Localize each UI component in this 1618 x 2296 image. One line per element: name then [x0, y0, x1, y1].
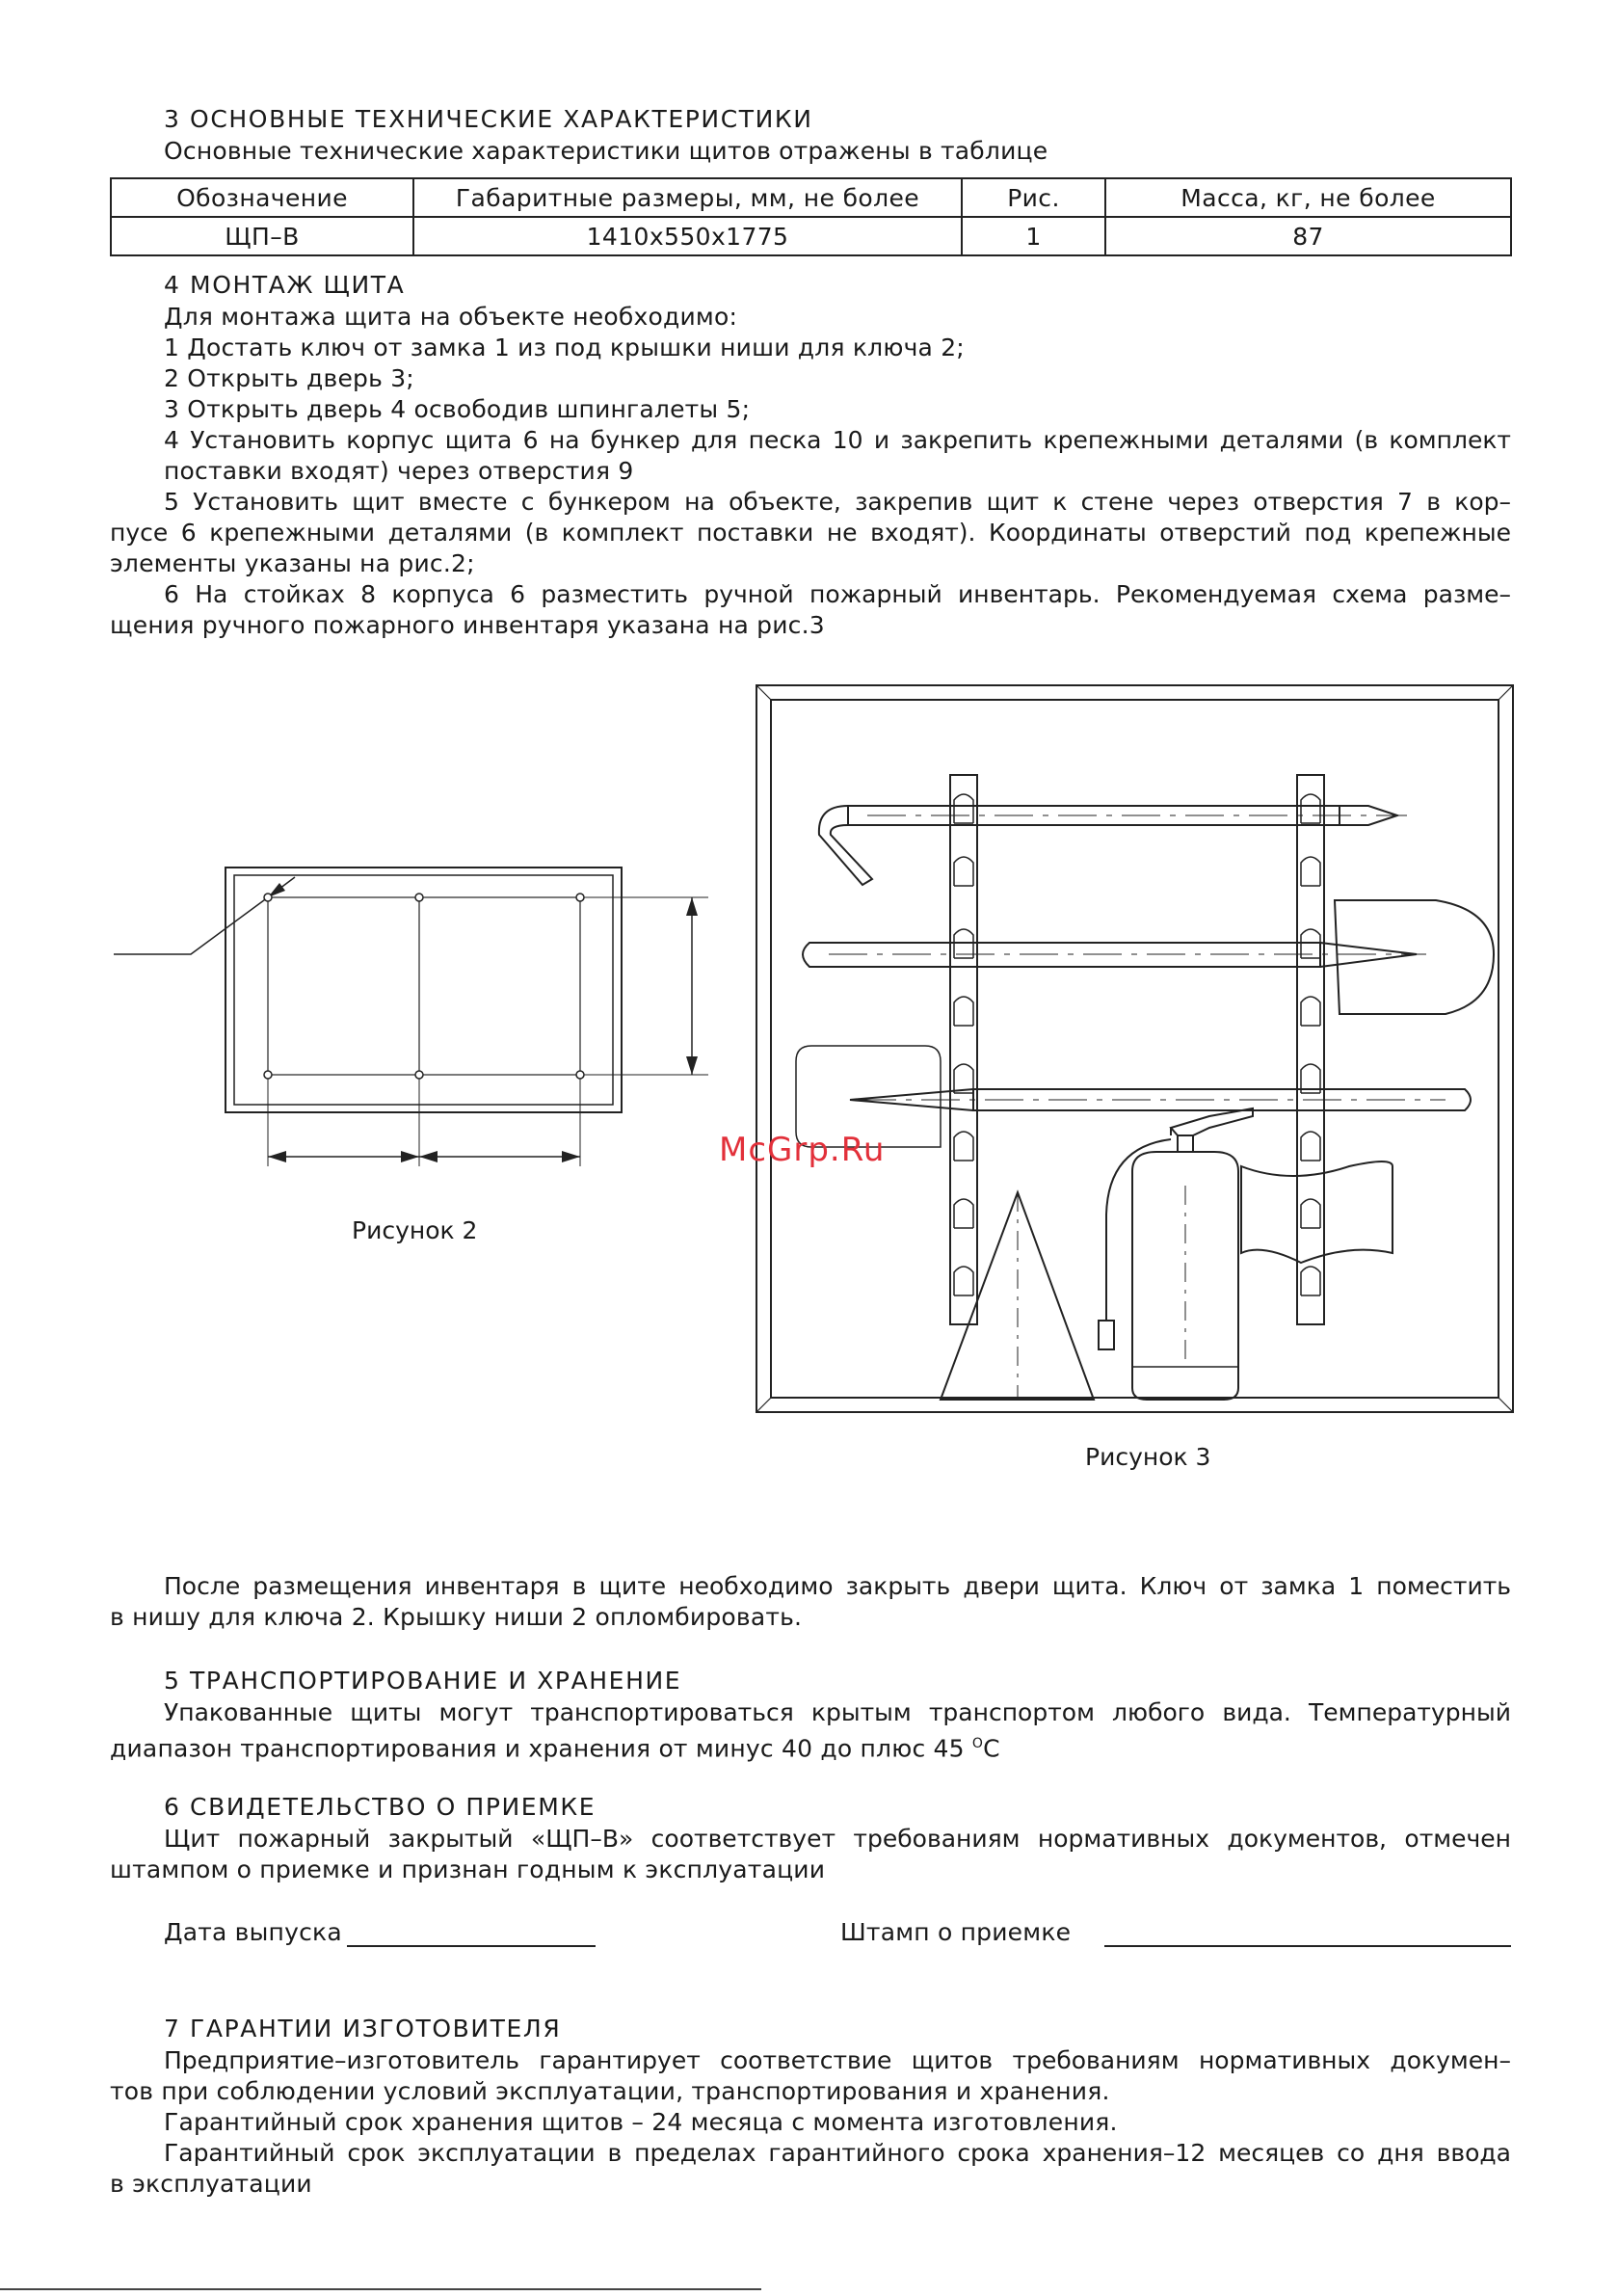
table-header-cell: Рис.	[962, 178, 1105, 217]
table-header-cell: Обозначение	[111, 178, 413, 217]
fig3-post-hook	[1301, 1199, 1320, 1228]
fig3-post-hook	[954, 1267, 973, 1295]
watermark: McGrp.Ru	[719, 1131, 886, 1169]
after-placement-line: в нишу для ключа 2. Крышку ниши 2 опломбировать.	[110, 1603, 803, 1631]
fig3-post-hook	[954, 1132, 973, 1161]
release-date-label: Дата выпуска	[164, 1918, 342, 1946]
section4-step: поставки входят) через отверстия 9	[164, 457, 634, 485]
section4-step: 6 На стойках 8 корпуса 6 разместить ручной пожарный инвентарь. Рекомендуемая схема разме–	[164, 580, 1511, 608]
section4-step: щения ручного пожарного инвентаря указана на рис.3	[110, 611, 825, 639]
figure-3-caption: Рисунок 3	[1085, 1443, 1211, 1471]
section3-heading: 3 ОСНОВНЫЕ ТЕХНИЧЕСКИЕ ХАРАКТЕРИСТИКИ	[164, 105, 813, 133]
fig3-post-hooks	[954, 794, 1320, 1295]
stamp-label: Штамп о приемке	[840, 1918, 1072, 1946]
section5-heading: 5 ТРАНСПОРТИРОВАНИЕ И ХРАНЕНИЕ	[164, 1667, 682, 1695]
table-cell: 1410х550х1775	[413, 217, 962, 255]
section4-heading: 4 МОНТАЖ ЩИТА	[164, 271, 406, 299]
table-cell: 1	[962, 217, 1105, 255]
fig3-post-hook	[1301, 794, 1320, 823]
section5-line	[110, 1728, 1000, 1764]
table-cell: ЩП–В	[111, 217, 413, 255]
fig3-post-hook	[1301, 997, 1320, 1026]
section4-intro: Для монтажа щита на объекте необходимо:	[164, 303, 738, 331]
fig3-panel-inner	[771, 700, 1499, 1398]
section6-heading: 6 СВИДЕТЕЛЬСТВО О ПРИЕМКЕ	[164, 1793, 597, 1821]
fig3-post-hook	[954, 794, 973, 823]
fig3-post-hook	[954, 857, 973, 886]
degree-symbol: О	[971, 1736, 984, 1751]
fig3-post-hook	[1301, 1132, 1320, 1161]
fig3-extinguisher-neck	[1178, 1135, 1193, 1152]
section7-line: Гарантийный срок эксплуатации в пределах гарантийного срока хранения–12 месяцев со дня ввода	[164, 2139, 1511, 2167]
section4-step: 3 Открыть дверь 4 освободив шпингалеты 5;	[164, 395, 751, 423]
section7-line: Предприятие–изготовитель гарантирует соответствие щитов требованиям нормативных докумен–	[164, 2046, 1511, 2074]
section4-step: 4 Установить корпус щита 6 на бункер для песка 10 и закрепить крепежными деталями (в комплект	[164, 426, 1511, 454]
section4-step: 2 Открыть дверь 3;	[164, 364, 414, 392]
release-date-line	[347, 1945, 596, 1947]
fig3-fire-blanket	[1241, 1161, 1393, 1263]
section4-step: 1 Достать ключ от замка 1 из под крышки ниши для ключа 2;	[164, 334, 965, 361]
fig3-panel-outer	[756, 685, 1513, 1412]
fig3-post-hook	[954, 997, 973, 1026]
section4-step: пусе 6 крепежными деталями (в комплект поставки не входят). Координаты отверстий под крепежные	[110, 519, 1511, 547]
after-placement-line: После размещения инвентаря в щите необходимо закрыть двери щита. Ключ от замка 1 поместить	[164, 1572, 1511, 1600]
figure-2-caption: Рисунок 2	[352, 1216, 478, 1244]
table-header-cell: Масса, кг, не более	[1105, 178, 1511, 217]
table-header-cell: Габаритные размеры, мм, не более	[413, 178, 962, 217]
section4-step: 5 Установить щит вместе с бункером на объекте, закрепив щит к стене через отверстия 7 в кор–	[164, 488, 1511, 516]
temperature-unit: С	[983, 1734, 1000, 1763]
section7-line: в эксплуатации	[110, 2170, 312, 2198]
fig3-post-hook	[954, 1199, 973, 1228]
fig3-shovel-blade	[1335, 900, 1494, 1014]
fig3-crowbar-hook	[819, 806, 872, 885]
section5-line-text: диапазон транспортирования и хранения от минус 40 до плюс 45	[110, 1734, 972, 1763]
section6-line: Щит пожарный закрытый «ЩП–В» соответствует требованиям нормативных документов, отмечен	[164, 1825, 1511, 1853]
table-cell: 87	[1105, 217, 1511, 255]
section7-line: Гарантийный срок хранения щитов – 24 месяца с момента изготовления.	[164, 2108, 1118, 2136]
fig3-extinguisher-hose	[1106, 1139, 1171, 1321]
section3-intro: Основные технические характеристики щитов отражены в таблице	[164, 137, 1048, 165]
bottom-rule	[0, 2288, 761, 2290]
section6-line: штампом о приемке и признан годным к эксплуатации	[110, 1855, 826, 1883]
fig3-post-hook	[1301, 1267, 1320, 1295]
fig3-post-hook	[1301, 857, 1320, 886]
stamp-line	[1104, 1945, 1511, 1947]
section7-heading: 7 ГАРАНТИИ ИЗГОТОВИТЕЛЯ	[164, 2015, 562, 2042]
section5-line: Упакованные щиты могут транспортироваться крытым транспортом любого вида. Температурный	[164, 1698, 1511, 1726]
section7-line: тов при соблюдении условий эксплуатации, транспортирования и хранения.	[110, 2077, 1110, 2105]
section4-step: элементы указаны на рис.2;	[110, 549, 475, 577]
